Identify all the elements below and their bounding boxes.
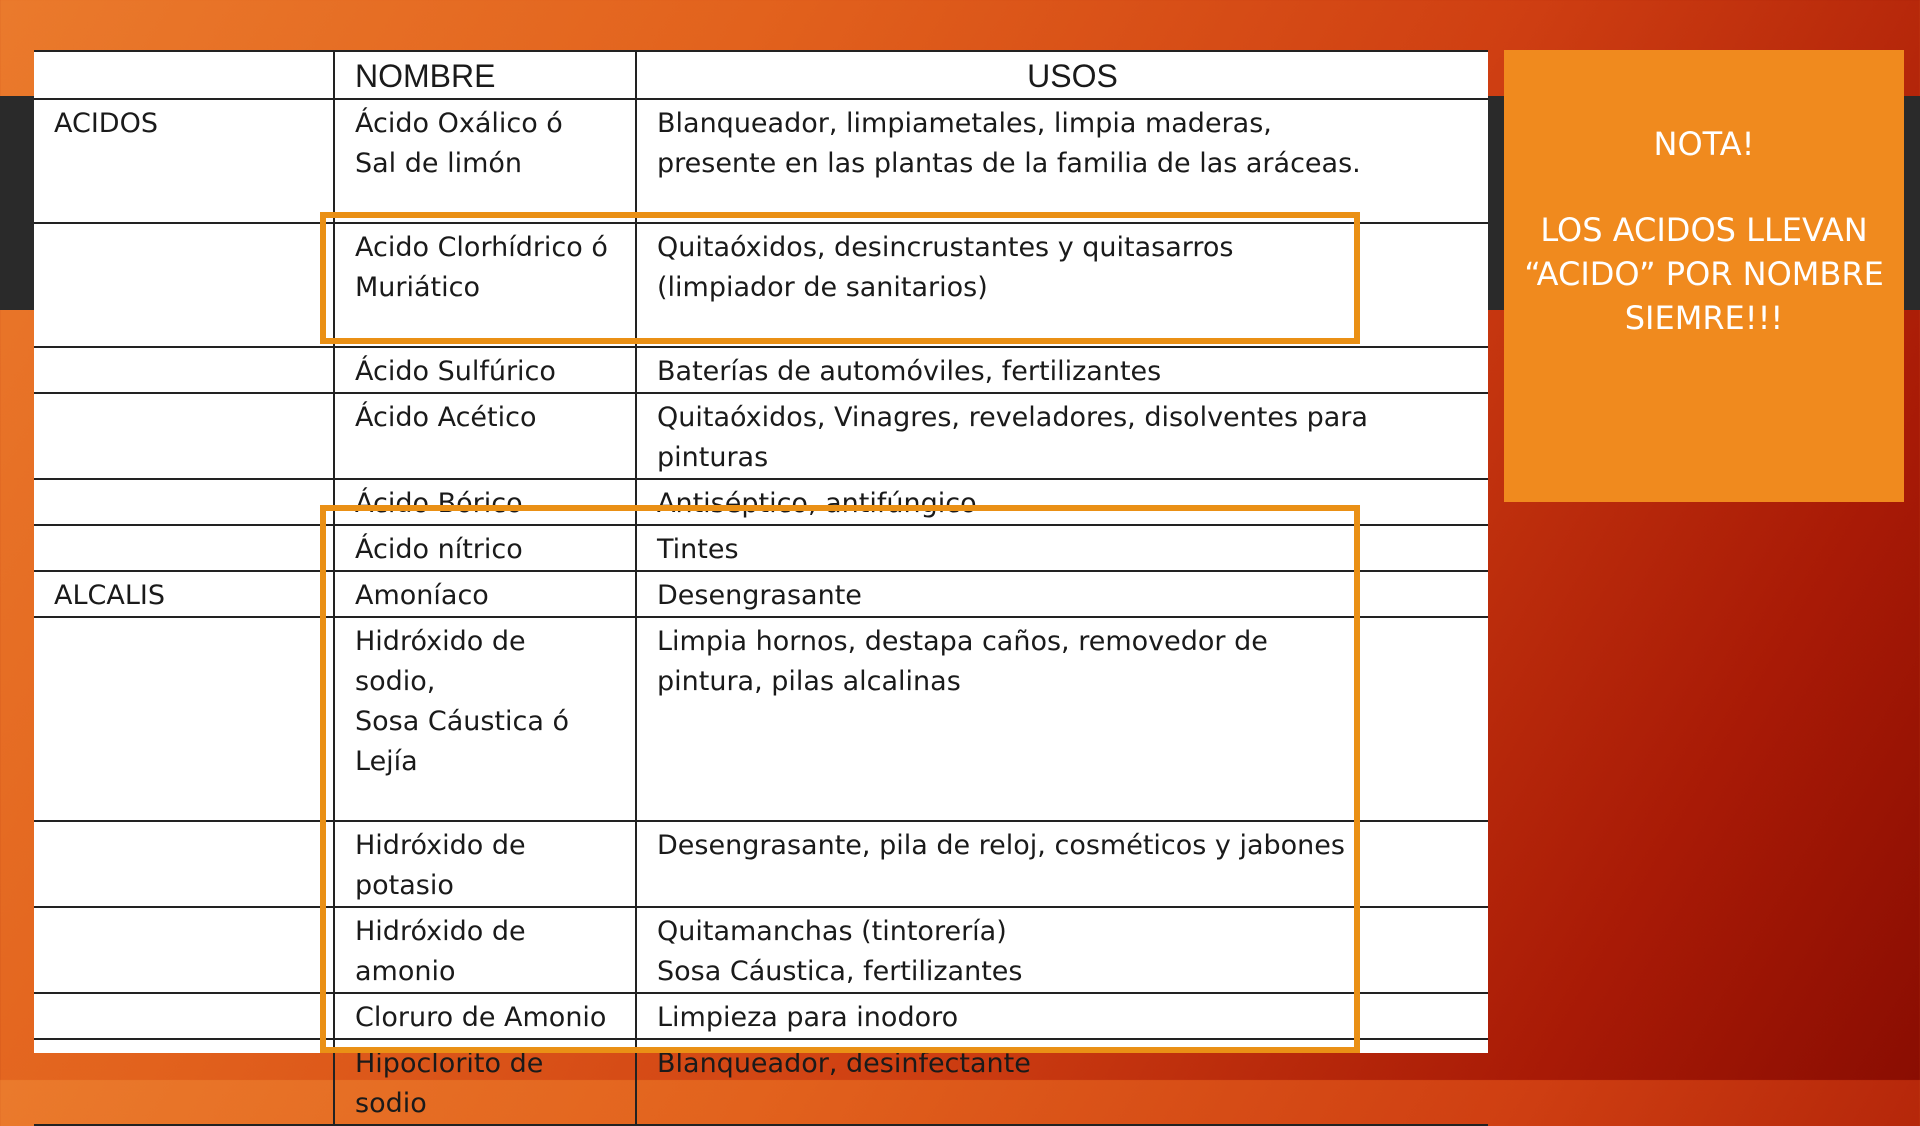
row-category: ACIDOS bbox=[34, 99, 334, 223]
row-uses: Antiséptico, antifúngico bbox=[636, 479, 1488, 525]
row-name: Hidróxido de potasio bbox=[334, 821, 636, 907]
row-uses: Baterías de automóviles, fertilizantes bbox=[636, 347, 1488, 393]
row-uses: Desengrasante, pila de reloj, cosméticos y jabones bbox=[636, 821, 1488, 907]
row-uses: Quitaóxidos, desincrustantes y quitasarros (limpiador de sanitarios) bbox=[636, 223, 1488, 347]
row-category bbox=[34, 223, 334, 347]
row-category bbox=[34, 907, 334, 993]
row-category bbox=[34, 1039, 334, 1125]
row-name: Ácido Bórico bbox=[334, 479, 636, 525]
row-uses: Tintes bbox=[636, 525, 1488, 571]
row-name: Ácido Sulfúrico bbox=[334, 347, 636, 393]
row-name: Ácido Oxálico ó Sal de limón bbox=[334, 99, 636, 223]
row-category: ALCALIS bbox=[34, 571, 334, 617]
row-category bbox=[34, 821, 334, 907]
table-row bbox=[34, 393, 1488, 479]
row-name: Ácido Acético bbox=[334, 393, 636, 479]
note-body: LOS ACIDOS LLEVAN “ACIDO” POR NOMBRE SIEMRE!!! bbox=[1524, 211, 1884, 337]
table-row bbox=[34, 99, 1488, 223]
row-uses: Limpieza para inodoro bbox=[636, 993, 1488, 1039]
header-name: NOMBRE bbox=[334, 51, 636, 99]
row-category bbox=[34, 479, 334, 525]
highlight-box-alkalis bbox=[320, 505, 1360, 1053]
header-category bbox=[34, 51, 334, 99]
row-uses: Quitamanchas (tintorería) Sosa Cáustica, fertilizantes bbox=[636, 907, 1488, 993]
header-uses: USOS bbox=[636, 51, 1488, 99]
row-category bbox=[34, 993, 334, 1039]
row-name: Amoníaco bbox=[334, 571, 636, 617]
row-category bbox=[34, 617, 334, 821]
highlight-box-acid bbox=[320, 212, 1360, 344]
row-uses: Quitaóxidos, Vinagres, reveladores, disolventes para pinturas bbox=[636, 393, 1488, 479]
row-category bbox=[34, 393, 334, 479]
table-row bbox=[34, 347, 1488, 393]
row-category bbox=[34, 525, 334, 571]
row-name: Acido Clorhídrico ó Muriático bbox=[334, 223, 636, 347]
row-uses: Blanqueador, desinfectante bbox=[636, 1039, 1488, 1125]
row-uses: Blanqueador, limpiametales, limpia maderas, presente en las plantas de la familia de las aráceas. bbox=[636, 99, 1488, 223]
row-name: Hidróxido de amonio bbox=[334, 907, 636, 993]
row-name: Ácido nítrico bbox=[334, 525, 636, 571]
row-category bbox=[34, 347, 334, 393]
row-name: Cloruro de Amonio bbox=[334, 993, 636, 1039]
row-uses: Limpia hornos, destapa caños, removedor de pintura, pilas alcalinas bbox=[636, 617, 1488, 821]
table-header-row bbox=[34, 51, 1488, 99]
note-title: NOTA! bbox=[1653, 125, 1755, 163]
row-name: Hidróxido de sodio, Sosa Cáustica ó Lejía bbox=[334, 617, 636, 821]
note-box bbox=[1504, 50, 1904, 502]
row-uses: Desengrasante bbox=[636, 571, 1488, 617]
row-name: Hipoclorito de sodio bbox=[334, 1039, 636, 1125]
